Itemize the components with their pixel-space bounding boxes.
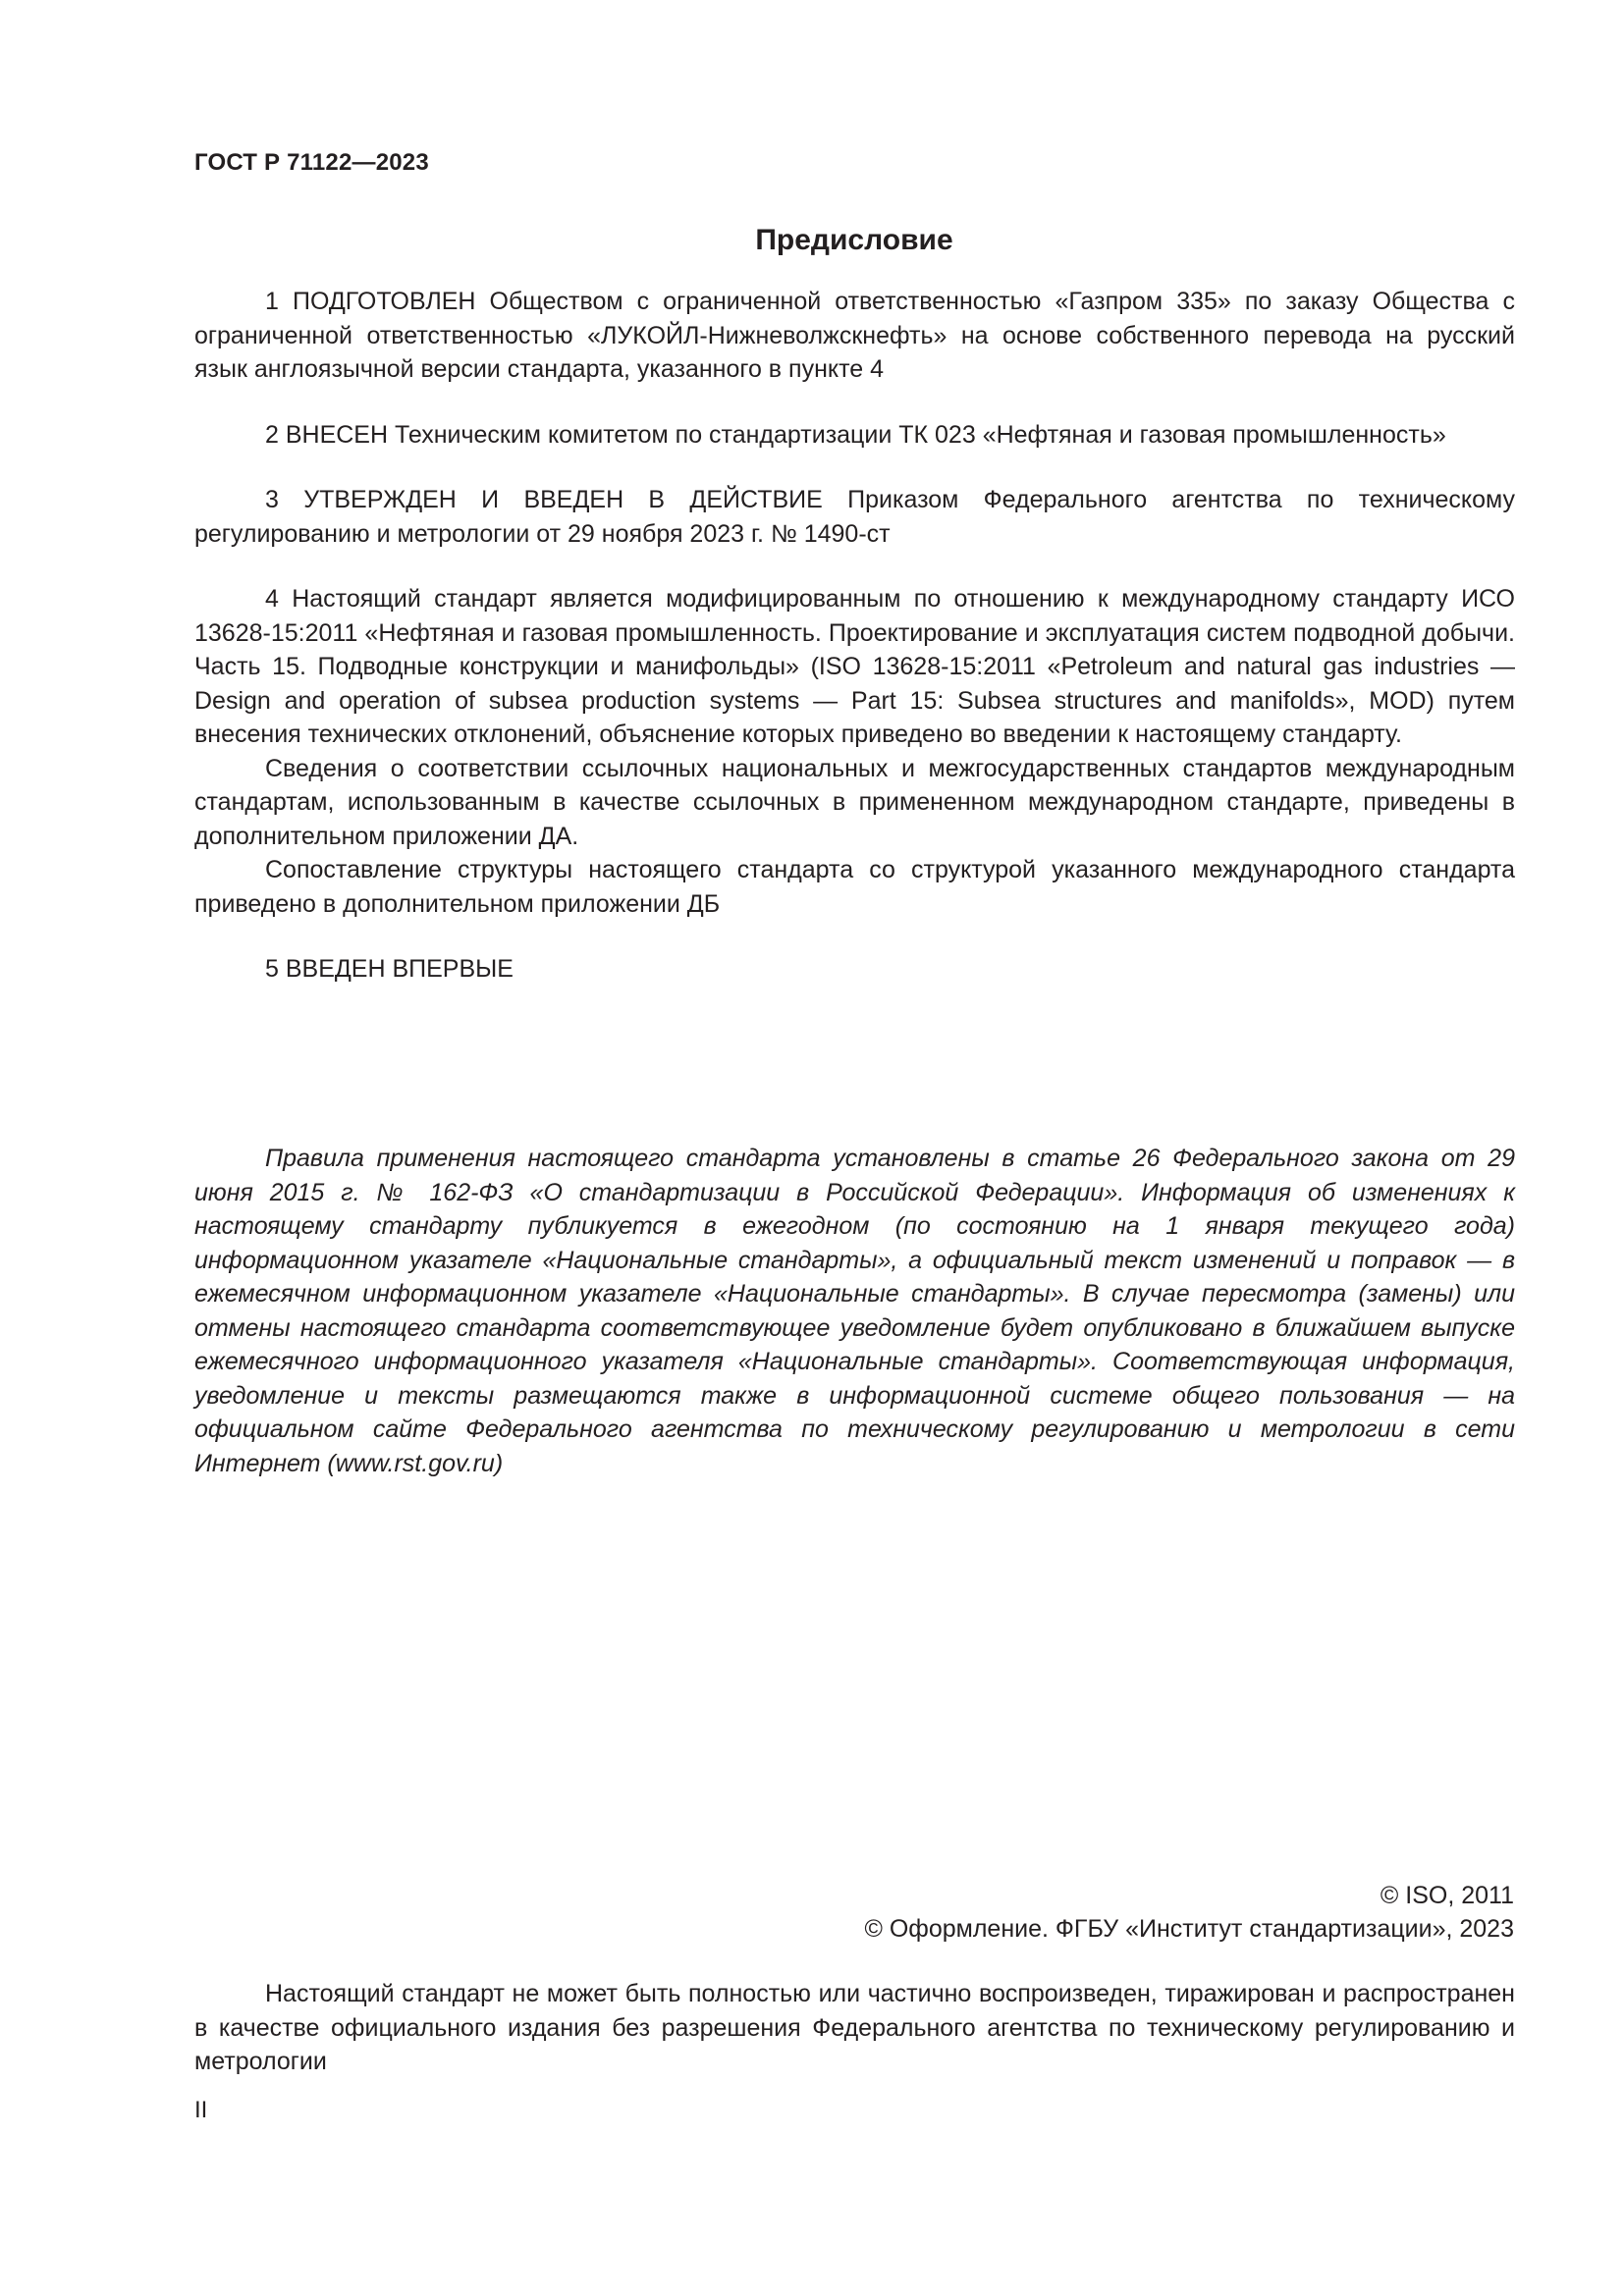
preface-item-3: 3 УТВЕРЖДЕН И ВВЕДЕН В ДЕЙСТВИЕ Приказом Федерального агентства по техническому регулированию и метрологии от 29 ноября 2023 г. № 1490-ст <box>194 486 1515 548</box>
preface-item-4-structure: Сопоставление структуры настоящего стандарта со структурой указанного международного стандарта приведено в дополнительном приложении ДБ <box>194 856 1515 918</box>
application-rules-text: Правила применения настоящего стандарта установлены в статье 26 Федерального закона от 29 июня 2015 г. № 162-ФЗ «О стандартизации в Российской Федерации». Информация об изменениях к настоящему стандарту публикуется в ежегодном (по состоянию на 1 января текущего года) информационном указателе «Национальные стандарты», а официальный текст изменений и поправок — в ежемесячном информационном указателе «Национальные стандарты». В случае пересмотра (замены) или отмены настоящего стандарта соответствующее уведомление будет опубликовано в ближайшем выпуске ежемесячного информационного указателя «Национальные стандарты». Соответствующая информация, уведомление и тексты размещаются также в информационной системе общего пользования — на официальном сайте Федерального агентства по техническому регулированию и метрологии в сети Интернет (www.rst.gov.ru) <box>194 1145 1515 1477</box>
copyright-design: © Оформление. ФГБУ «Институт стандартизации», 2023 <box>864 1915 1514 1943</box>
document-code: ГОСТ Р 71122—2023 <box>194 149 429 176</box>
preface-item-4-references: Сведения о соответствии ссылочных национальных и межгосударственных стандартов международным стандартам, использованным в качестве ссылочных в примененном международном стандарте, приведены в дополнительном приложении ДА. <box>194 754 1515 850</box>
preface-item-5: 5 ВВЕДЕН ВПЕРВЫЕ <box>265 955 514 983</box>
preface-item-1: 1 ПОДГОТОВЛЕН Обществом с ограниченной ответственностью «Газпром 335» по заказу Общества с ограниченной ответственностью «ЛУКОЙЛ-Нижневолжскнефть» на основе собственного перевода на русский язык англоязычной версии стандарта, указанного в пункте 4 <box>194 288 1515 383</box>
page-title: Предисловие <box>755 224 953 256</box>
copyright-block <box>864 1879 1514 1946</box>
preface-body <box>194 285 1515 987</box>
reproduction-notice: Настоящий стандарт не может быть полностью или частично воспроизведен, тиражирован и распространен в качестве официального издания без разрешения Федерального агентства по техническому регулированию и метрологии <box>194 1980 1515 2075</box>
preface-item-4: 4 Настоящий стандарт является модифицированным по отношению к международному стандарту ИСО 13628-15:2011 «Нефтяная и газовая промышленность. Проектирование и эксплуатация систем подводной добычи. Часть 15. Подводные конструкции и манифольды» (ISO 13628-15:2011 «Petroleum and natural gas industries — Design and operation of subsea production systems — Part 15: Subsea structures and manifolds», MOD) путем внесения технических отклонений, объяснение которых приведено во введении к настоящему стандарту. <box>194 585 1515 748</box>
copyright-iso: © ISO, 2011 <box>1380 1882 1514 1909</box>
preface-item-2: 2 ВНЕСЕН Техническим комитетом по стандартизации ТК 023 «Нефтяная и газовая промышленность» <box>265 420 1446 449</box>
page-number: II <box>194 2097 208 2123</box>
